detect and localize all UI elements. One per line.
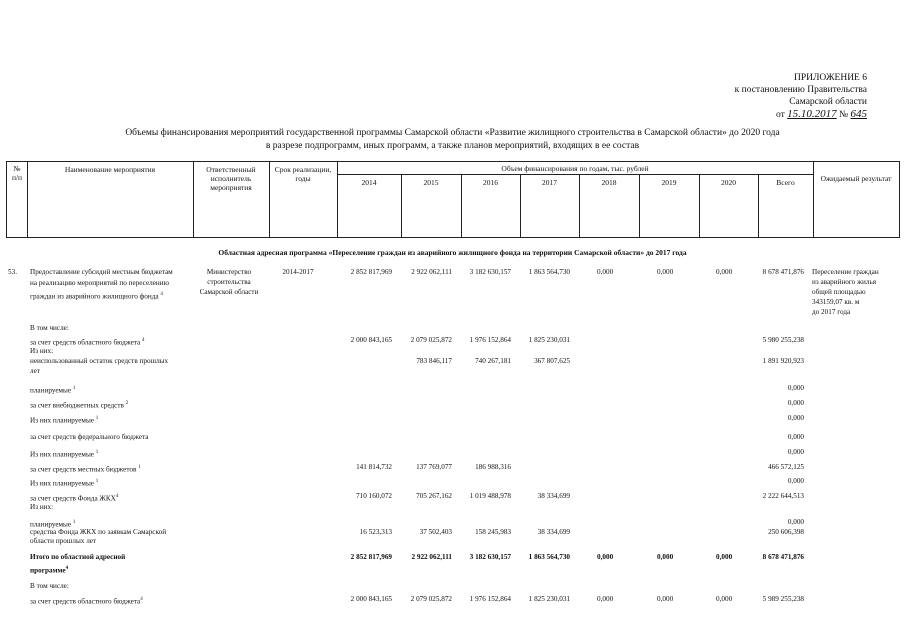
sub-row-label: Из них планируемые $^1$ (30, 479, 99, 488)
sub-row-label: Из них: (30, 347, 54, 355)
sub-row-label: за счет внебюджетных средств $^2$ (30, 401, 129, 410)
total-2017: 1 863 564,730 (528, 553, 570, 561)
sub-row-total: 5 980 255,238 (762, 336, 804, 344)
sub-row-total: 0,000 (787, 433, 804, 441)
tail-total: 5 989 255,238 (762, 595, 804, 603)
sub-row-label-cont: области прошлых лет (30, 537, 97, 545)
sub-row-2017: 367 807,625 (534, 357, 570, 365)
sub-row-2015: 2 079 025,872 (410, 336, 452, 344)
appendix-line2: к постановлению Правительства (734, 85, 867, 95)
tail-2015: 2 079 025,872 (410, 595, 452, 603)
sub-row-total: 0,000 (787, 399, 804, 407)
sub-row-label: за счет средств федерального бюджета (30, 433, 149, 441)
col-period: Срок реализации, годы (274, 165, 332, 183)
col-2020: 2020 (721, 178, 736, 187)
sub-row-2015: 137 769,077 (416, 463, 452, 471)
main-2014: 2 852 817,969 (350, 268, 392, 276)
col-no: № (13, 164, 21, 173)
col-result: Ожидаемый результат (820, 174, 892, 183)
sub-row-2014: 141 814,732 (356, 463, 392, 471)
total-2016: 3 182 630,157 (469, 553, 511, 561)
main-total: 8 678 471,876 (762, 268, 804, 276)
document-title-line2: в разрезе подпрограмм, иных программ, а также планов мероприятий, входящих в ее состав (265, 141, 640, 151)
sub-row-2014: 2 000 843,165 (350, 336, 392, 344)
tail-2019: 0,000 (657, 595, 674, 603)
sub-row-total: 0,000 (787, 384, 804, 392)
total-label-line2: программе$^4$ (30, 566, 69, 575)
sub-row-total: 0,000 (787, 414, 804, 422)
sub-row-2016: 1 976 152,864 (469, 336, 511, 344)
tail-2018: 0,000 (597, 595, 614, 603)
sub-row-label: средства Фонда ЖКХ по заявкам Самарской (30, 528, 167, 536)
total-2015: 2 922 062,111 (411, 553, 452, 561)
sub-row-label: планируемые $^1$ (30, 386, 76, 395)
appendix-title: ПРИЛОЖЕНИЕ 6 (793, 73, 867, 83)
col-no2: п/п (11, 173, 23, 182)
col-2016: 2016 (483, 178, 498, 187)
sub-row-2015: 783 846,117 (416, 357, 452, 365)
sub-row-2016: 1 019 488,978 (469, 492, 511, 500)
total-2020: 0,000 (716, 553, 733, 561)
measure-name-line2: на реализацию мероприятий по переселению (30, 279, 169, 287)
executor-line2: строительства (207, 278, 251, 286)
sub-row-label-cont: лет (30, 367, 40, 375)
sub-row-2014: 16 523,313 (359, 528, 392, 536)
main-2017: 1 863 564,730 (528, 268, 570, 276)
main-2015: 2 922 062,111 (411, 268, 452, 276)
sub-row-2017: 1 825 230,031 (528, 336, 570, 344)
result-line4: 343159,07 кв. м (812, 298, 860, 306)
col-total: Всего (776, 178, 795, 187)
sub-row-total: 2 222 644,513 (762, 492, 804, 500)
col-2015: 2015 (423, 178, 439, 187)
period-value: 2014-2017 (282, 268, 314, 276)
sub-row-total: 466 572,125 (768, 463, 804, 471)
sub-row-label: за счет средств областного бюджета $^4$ (30, 338, 145, 347)
total-2018: 0,000 (597, 553, 614, 561)
col-2017: 2017 (542, 178, 557, 187)
tail-2014: 2 000 843,165 (350, 595, 392, 603)
appendix-line3: Самарской области (789, 97, 867, 107)
sub-row-label: планируемые $^1$ (30, 520, 76, 529)
sub-row-label: за счет средств местных бюджетов $^1$ (30, 465, 141, 474)
main-2018: 0,000 (597, 268, 614, 276)
executor-line1: Министерство (206, 268, 252, 276)
appendix-date-line (735, 108, 867, 121)
col-2014: 2014 (361, 178, 377, 187)
col-name: Наименование мероприятия (64, 165, 156, 174)
sub-row-label: Из них: (30, 503, 54, 511)
sub-row-total: 0,000 (787, 518, 804, 526)
section-title: Областная адресная программа «Переселение граждан из аварийного жилищного фонда на территории Самарской области» до 2017 года (218, 248, 687, 257)
tail-2016: 1 976 152,864 (469, 595, 511, 603)
result-line2: из аварийного жилья (812, 278, 877, 286)
tail-incl-label: В том числе: (30, 582, 69, 590)
measure-name-line1: Предоставление субсидий местным бюджетам (30, 268, 173, 276)
sub-row-total: 250 606,398 (768, 528, 804, 536)
sub-row-total: 0,000 (787, 477, 804, 485)
row-number: 53. (8, 268, 17, 276)
sub-row-label: Из них планируемые $^1$ (30, 416, 99, 425)
sub-row-label: В том числе: (30, 324, 69, 332)
sub-row-label: за счет средств Фонда ЖКХ$^4$ (30, 494, 119, 503)
main-2016: 3 182 630,157 (469, 268, 511, 276)
col-2018: 2018 (601, 178, 617, 187)
result-line3: общей площадью (812, 288, 866, 296)
date-prefix: от (776, 110, 785, 120)
sub-row-label: Из них планируемые $^1$ (30, 450, 99, 459)
sub-row-2017: 38 334,699 (537, 492, 570, 500)
total-label-line1: Итого по областной адресной (30, 553, 126, 561)
tail-2020: 0,000 (716, 595, 733, 603)
col-funding: Объем финансирования по годам, тыс. рублей (501, 164, 649, 173)
total-all: 8 678 471,876 (762, 553, 804, 561)
main-2019: 0,000 (657, 268, 674, 276)
sub-row-2017: 38 334,699 (537, 528, 570, 536)
tail-label: за счет средств областного бюджета$^4$ (30, 597, 143, 606)
result-line1: Переселение граждан (812, 268, 879, 276)
executor-line3: Самарской области (199, 288, 259, 296)
sub-row-2016: 186 988,316 (475, 463, 511, 471)
sub-row-2014: 710 160,072 (356, 492, 392, 500)
result-line5: до 2017 года (812, 308, 851, 316)
sub-row-2016: 740 267,181 (475, 357, 511, 365)
measure-name-line3: граждан из аварийного жилищного фонда $^4$ (30, 292, 163, 301)
number-prefix: № (839, 110, 849, 120)
col-executor: Ответственный исполнитель мероприятия (206, 165, 256, 192)
appendix-header (735, 72, 867, 121)
total-2019: 0,000 (657, 553, 674, 561)
table-header (6, 161, 900, 238)
sub-row-2015: 705 267,162 (416, 492, 452, 500)
sub-row-label: неиспользованный остаток средств прошлых (30, 357, 169, 365)
sub-row-2015: 37 502,403 (419, 528, 452, 536)
sub-row-2016: 158 245,983 (475, 528, 511, 536)
sub-row-total: 0,000 (787, 448, 804, 456)
decree-number: 645 (850, 108, 867, 120)
main-2020: 0,000 (716, 268, 733, 276)
sub-row-total: 1 891 920,923 (762, 357, 804, 365)
col-2019: 2019 (661, 178, 677, 187)
decree-date: 15.10.2017 (787, 108, 837, 120)
total-2014: 2 852 817,969 (350, 553, 392, 561)
tail-2017: 1 825 230,031 (528, 595, 570, 603)
document-title-line1: Объемы финансирования мероприятий государственной программы Самарской области «Развитие жилищного строительства в Самарской области» до 2020 года (125, 128, 780, 138)
